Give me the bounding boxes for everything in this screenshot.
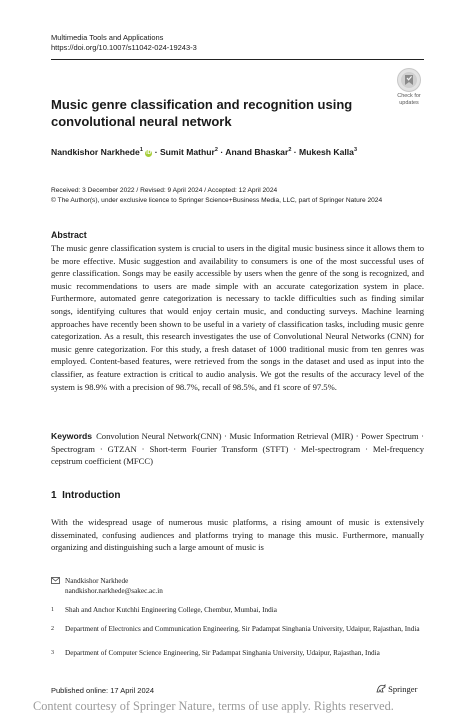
section-heading [51,490,120,501]
affiliation-number: 1 [51,607,54,613]
journal-header [51,33,197,53]
header-rule [51,59,424,60]
affiliation-text: Shah and Anchor Kutchhi Engineering College, Chembur, Mumbai, India [65,606,277,614]
courtesy-watermark: Content courtesy of Springer Nature, terms of use apply. Rights reserved. [33,699,394,713]
keywords-text: Convolution Neural Network(CNN) · Music Information Retrieval (MIR) · Power Spectrum · Spectrogram · GTZAN · Short-term Fourier Transform (STFT) · Mel-spectrogram · Mel-frequency cepstrum coefficient (MFCC) [51,431,424,467]
keywords-block [51,430,424,468]
author-affiliation-mark: 3 [353,147,358,154]
check-for-updates-badge[interactable] [392,68,426,110]
journal-doi-link[interactable]: https://doi.org/10.1007/s11042-024-19243-3 [51,43,197,52]
title-line-1: Music genre classification and recognition using [51,97,353,112]
author-affiliation-mark: 2 [288,147,292,154]
section-title: Introduction [62,490,121,501]
affiliation-number: 2 [51,626,54,632]
badge-line-2: updates [399,99,419,106]
affiliation-number: 3 [51,650,54,656]
author-separator: · [293,147,297,157]
springer-horse-icon [376,684,386,693]
intro-paragraph: With the widespread usage of numerous music platforms, a rising amount of music is extensively disseminated, confusing audiences and platforms trying to manage this music. Furthermore, manually organizing and distinguishing such a large amount of music is [51,517,424,553]
journal-name: Multimedia Tools and Applications [51,33,164,42]
publisher-logo[interactable] [376,684,417,694]
author-name[interactable]: Nandkishor Narkhede [51,147,140,157]
badge-line-1: Check for [397,93,421,99]
orcid-icon[interactable]: iD [146,150,152,156]
publisher-name: Springer [388,684,418,694]
author-affiliation-mark: 2 [214,147,218,154]
published-online: Published online: 17 April 2024 [51,686,154,695]
copyright-line: © The Author(s), under exclusive licence to Springer Science+Business Media, LLC, part of Springer Nature 2024 [51,197,383,204]
envelope-icon [51,577,60,584]
article-history [51,186,382,206]
author-separator: · [220,147,224,157]
affiliation-text: Department of Computer Science Engineering, Sir Padampat Singhania University, Udaipur, Rajasthan, India [65,649,380,657]
abstract-heading: Abstract [51,230,87,240]
author-name[interactable]: Sumit Mathur [159,147,215,157]
author-separator: · [154,147,158,157]
author-affiliation-mark: 1 [139,147,143,154]
corresponding-name: Nandkishor Narkhede [65,577,129,585]
affiliation-text: Department of Electronics and Communication Engineering, Sir Padampat Singhania University, Udaipur, Rajasthan, India [65,625,420,633]
paper-title [51,96,352,130]
received-revised-accepted: Received: 3 December 2022 / Revised: 9 April 2024 / Accepted: 12 April 2024 [51,187,278,194]
author-name[interactable]: Mukesh Kalla [299,147,354,157]
abstract-text: The music genre classification system is crucial to users in the digital music business since it allows them to be more effective. Music suggestion and availability to consumers is one of the most successful uses of genre classification. Songs may be easily accessible by users when the genre of the song is recognized, and music recommendations to users are made simple with an accurate categorization system in place. Furthermore, automated genre categorization is necessary to tackle difficulties such as finding similar songs, identifying cultures that would enjoy certain music, and conducting surveys. Machine learning approaches have recently been shown to be useful in a variety of classification tasks, including music genre categorization. As a result, this research investigates the use of Convolutional Neural Networks (CNN) for music genre categorization. For this study, a fresh dataset of 1000 traditional music from ten genres was employed. Content-based features, were retrieved from the songs in the dataset and used as input into the classifier, as feature extraction is critical to audio analysis. We got the results of the accuracy level of the system is 98.9% with a precision of 98.7%, recall of 98.5%, and f1 score of 97.5%. [51,243,424,392]
corresponding-email[interactable]: nandkishor.narkhede@sakec.ac.in [65,587,163,595]
corresponding-author [65,576,163,596]
keywords-label: Keywords [51,431,93,441]
author-list [51,147,357,157]
bookmark-icon [397,68,421,92]
section-number: 1 [51,490,57,501]
title-line-2: convolutional neural network [51,114,232,129]
author-name[interactable]: Anand Bhaskar [225,147,289,157]
